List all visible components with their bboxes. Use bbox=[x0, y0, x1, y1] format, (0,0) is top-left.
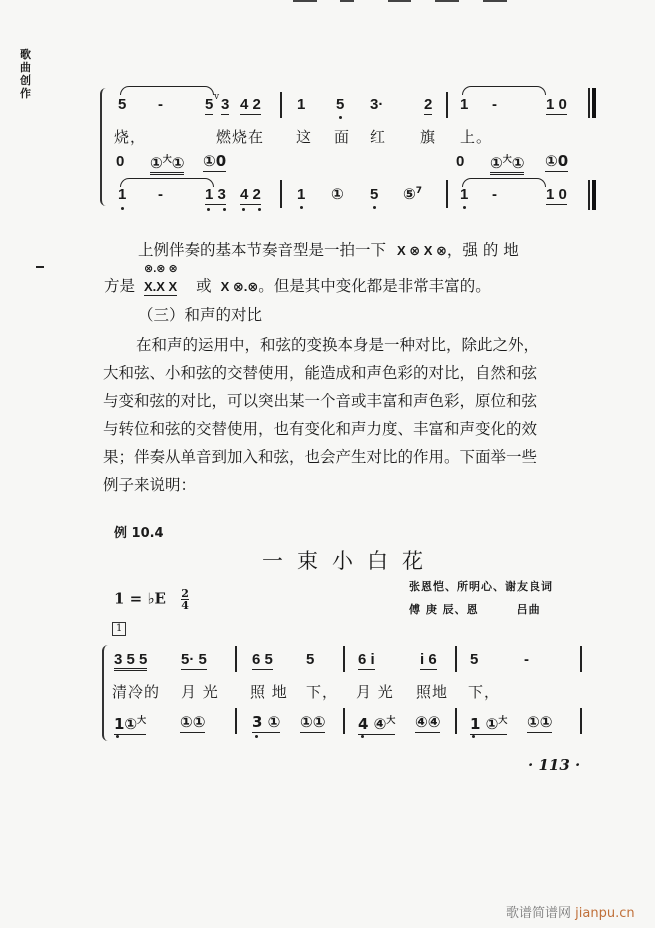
low-octave-dot bbox=[116, 735, 119, 738]
text: 上例伴奏的基本节奏音型是一拍一下 bbox=[138, 241, 387, 259]
note: 3 bbox=[221, 96, 230, 113]
margin-mark bbox=[36, 266, 44, 268]
barline bbox=[280, 180, 282, 208]
slur bbox=[462, 86, 546, 95]
note: 3· bbox=[370, 96, 384, 113]
rehearsal-mark: 1 bbox=[112, 622, 126, 636]
barline bbox=[580, 646, 582, 672]
watermark: 歌谱简谱网 jianpu.cn bbox=[506, 906, 635, 921]
note-group: 3 5 5 bbox=[114, 651, 147, 671]
barline bbox=[280, 92, 282, 118]
low-octave-dot bbox=[121, 207, 124, 210]
barline bbox=[235, 708, 237, 734]
lyric: 月 光 bbox=[181, 683, 219, 701]
note: 1 bbox=[460, 96, 469, 113]
text-line: 与变和弦的对比，可以突出某一个音或丰富和声色彩，原位和弦 bbox=[103, 392, 538, 410]
text: 。但是其中变化都是非常丰富的。 bbox=[258, 277, 491, 295]
final-barline bbox=[592, 88, 596, 118]
low-octave-dot bbox=[339, 116, 342, 119]
low-octave-dot bbox=[300, 206, 303, 209]
note: - bbox=[158, 96, 163, 113]
section-heading: （三）和声的对比 bbox=[138, 306, 263, 324]
text-line: 大和弦、小和弦的交替使用，能造成和声色彩的对比，自然和弦 bbox=[103, 364, 538, 382]
low-octave-dot bbox=[373, 206, 376, 209]
example-label: 例 10.4 bbox=[114, 526, 164, 541]
lyric: 旗 bbox=[420, 128, 437, 146]
time-signature: $\frac{2}{4}$ bbox=[181, 587, 189, 612]
barline bbox=[588, 88, 590, 118]
barline bbox=[343, 646, 345, 672]
side-header: 歌曲创作 bbox=[20, 48, 31, 100]
note: 4 2 bbox=[240, 186, 261, 203]
low-octave-dot bbox=[472, 735, 475, 738]
note: 5 bbox=[205, 96, 214, 113]
lyric: 燃烧在 bbox=[216, 128, 265, 146]
key-signature: 1 = ♭E $\frac{2}{4}$ bbox=[114, 587, 189, 612]
chord-figure: 3 ① bbox=[252, 713, 281, 731]
note: 4 2 bbox=[240, 96, 261, 113]
system-brace bbox=[102, 645, 110, 741]
text-line: 例子来说明： bbox=[103, 476, 197, 494]
note: - bbox=[492, 96, 497, 113]
note: 5 bbox=[470, 651, 479, 668]
rhythm-figure: X ⊗ X ⊗ bbox=[396, 243, 447, 258]
note: 1 0 bbox=[546, 96, 567, 113]
chord-figure: ①0 bbox=[545, 152, 569, 170]
barline bbox=[446, 180, 448, 208]
note: - bbox=[524, 651, 529, 668]
note-group: 6 i bbox=[358, 651, 375, 668]
note-group: 5· 5 bbox=[181, 651, 207, 668]
note: 5 bbox=[118, 96, 127, 113]
note: - bbox=[158, 186, 163, 203]
slur bbox=[120, 86, 214, 95]
lyric: 面 bbox=[334, 128, 351, 146]
lyric: 月 光 bbox=[356, 683, 394, 701]
note-group: 6 5 bbox=[252, 651, 273, 668]
chord-figure: ① bbox=[331, 185, 344, 203]
chord-figure: ①① bbox=[527, 713, 553, 731]
barline bbox=[455, 646, 457, 672]
chord-figure: ④④ bbox=[415, 713, 441, 731]
note: 5 bbox=[306, 651, 315, 668]
text-line: 在和声的运用中，和弦的变换本身是一种对比，除此之外， bbox=[136, 336, 540, 354]
low-octave-dot bbox=[258, 208, 261, 211]
composers-credit: 傅 庚 辰、恩 吕曲 bbox=[409, 603, 541, 616]
low-octave-dot bbox=[223, 208, 226, 211]
breath-mark: v bbox=[214, 92, 220, 102]
rest: 0 bbox=[116, 153, 125, 170]
note: - bbox=[492, 186, 497, 203]
song-title: 一束小白花 bbox=[262, 549, 437, 573]
chord-figure: ⑤$^7$ bbox=[403, 185, 422, 203]
note: 5 bbox=[370, 186, 379, 203]
barline bbox=[235, 646, 237, 672]
chord-figure: 4 ④$^大$ bbox=[358, 715, 396, 733]
barline bbox=[455, 708, 457, 734]
chord-figure: ①$^大$① bbox=[150, 152, 184, 175]
lyric: 清冷的 bbox=[112, 683, 161, 701]
rhythm-figure: X ⊗.⊗ bbox=[220, 279, 259, 294]
note: 1 bbox=[297, 96, 306, 113]
text: 方是 bbox=[104, 277, 136, 295]
note: 1 bbox=[297, 186, 306, 203]
chord-figure: 1 ①$^大$ bbox=[470, 715, 508, 733]
barline bbox=[580, 708, 582, 734]
text-line: 果；伴奏从单音到加入和弦，也会产生对比的作用。下面举一些 bbox=[103, 448, 538, 466]
note: 1 0 bbox=[546, 186, 567, 203]
low-octave-dot bbox=[463, 206, 466, 209]
lyric: 照 地 bbox=[250, 683, 288, 701]
note: 1 3 bbox=[205, 186, 226, 203]
chord-figure: 1①$^大$ bbox=[114, 715, 147, 733]
lyric: 红 bbox=[370, 128, 387, 146]
lyric: 下， bbox=[306, 683, 339, 701]
lyric: 下， bbox=[468, 683, 501, 701]
lyric: 上。 bbox=[460, 128, 493, 146]
note-group: i 6 bbox=[420, 651, 437, 668]
text: 或 bbox=[196, 277, 212, 295]
lyric: 这 bbox=[296, 128, 313, 146]
chord-figure: ①① bbox=[300, 713, 326, 731]
rest: 0 bbox=[456, 153, 465, 170]
rhythm-figure-top: ⊗.⊗ ⊗ bbox=[144, 263, 178, 275]
note: 1 bbox=[460, 186, 469, 203]
barline bbox=[588, 180, 590, 210]
final-barline bbox=[592, 180, 596, 210]
rhythm-figure: X.X X bbox=[143, 279, 178, 294]
note: 1 bbox=[118, 186, 127, 203]
chord-figure: ①$^大$① bbox=[490, 152, 524, 175]
low-octave-dot bbox=[255, 735, 258, 738]
low-octave-dot bbox=[242, 208, 245, 211]
slur bbox=[120, 178, 214, 187]
lyric: 烧， bbox=[114, 128, 147, 146]
note: 2 bbox=[424, 96, 433, 113]
page-number: · 113 · bbox=[528, 756, 581, 774]
chord-figure: ①① bbox=[180, 713, 206, 731]
note: 5 bbox=[336, 96, 345, 113]
lyricists-credit: 张恩恺、所明心、谢友良词 bbox=[409, 580, 553, 593]
slur bbox=[462, 178, 546, 187]
low-octave-dot bbox=[207, 208, 210, 211]
text-line: 与转位和弦的交替使用，也有变化和声力度、丰富和声变化的效 bbox=[103, 420, 538, 438]
barline bbox=[446, 92, 448, 118]
barline bbox=[343, 708, 345, 734]
low-octave-dot bbox=[361, 735, 364, 738]
text: ，强 的 地 bbox=[446, 241, 519, 259]
lyric: 照地 bbox=[416, 683, 449, 701]
chord-figure: ①0 bbox=[203, 152, 227, 170]
system-brace bbox=[100, 88, 108, 206]
